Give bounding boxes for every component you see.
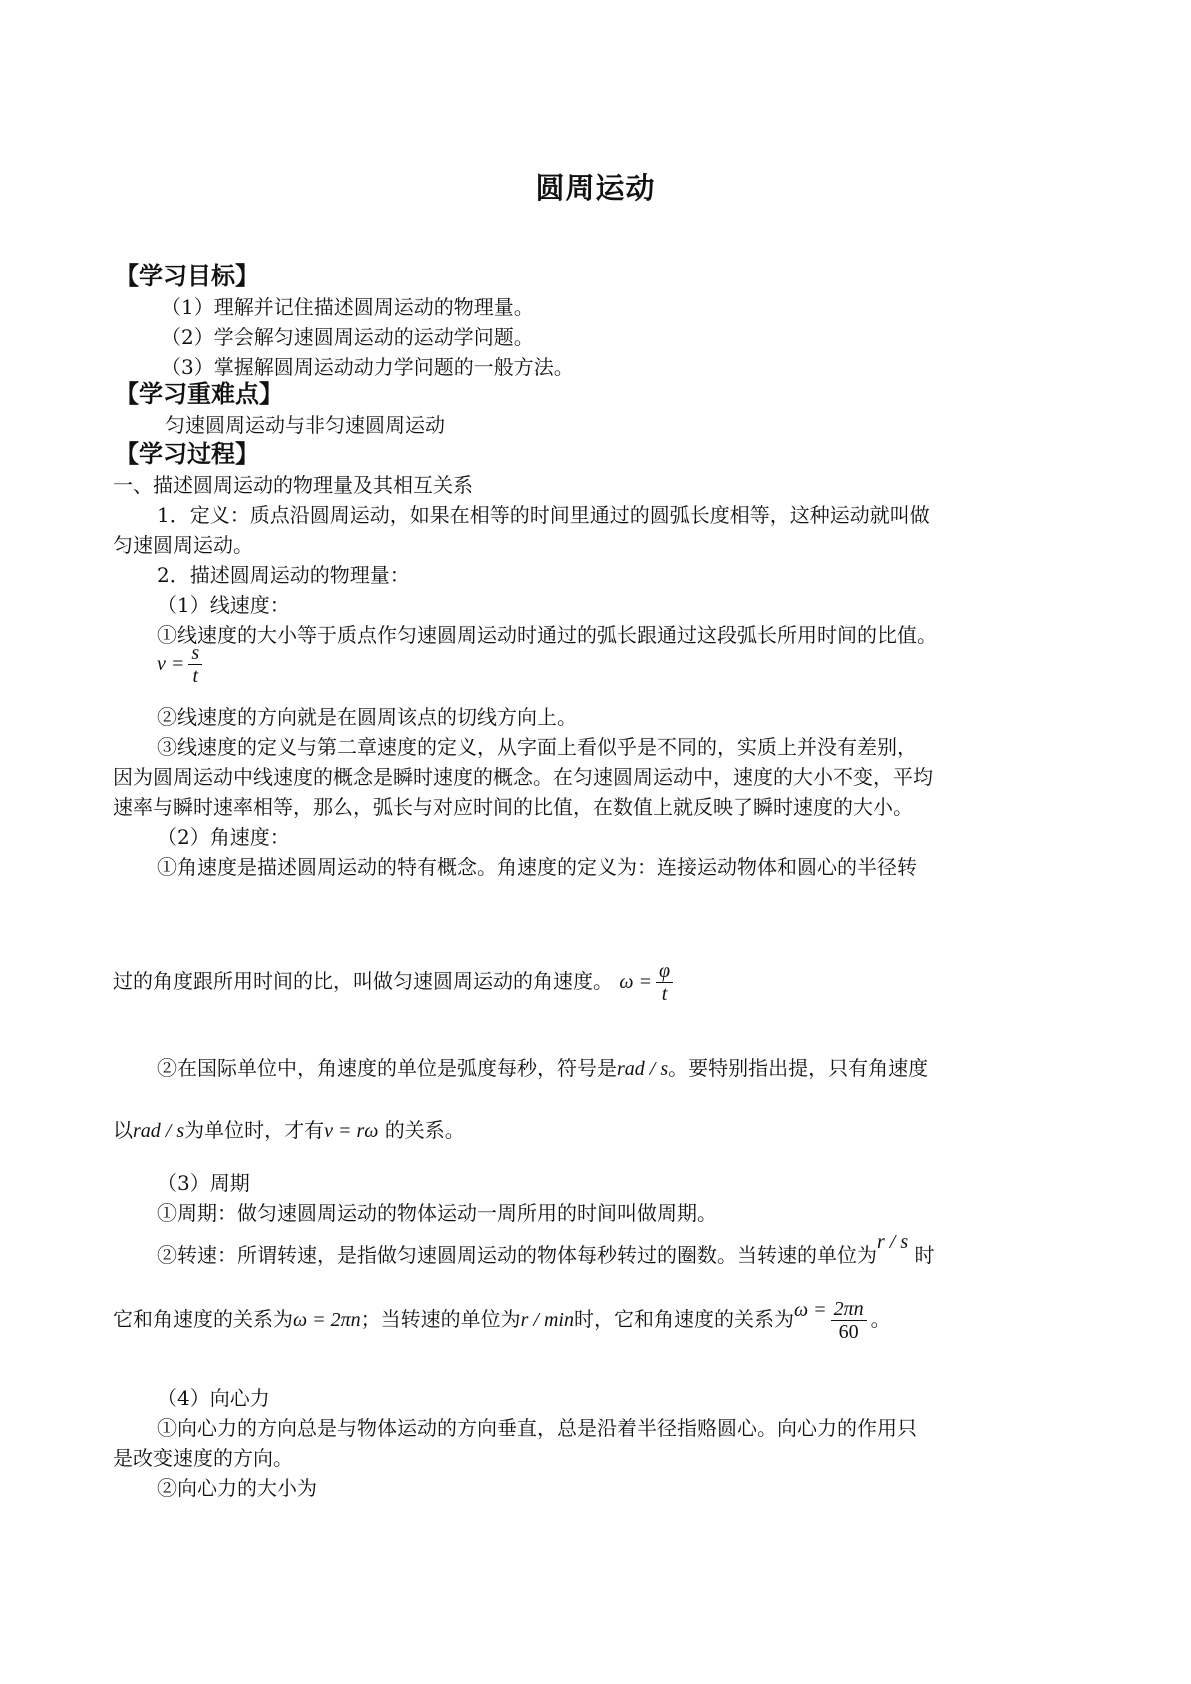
formula-numerator: s [188,642,202,665]
angular-units-line2 [113,1115,1083,1146]
period-p1: ①周期：做匀速圆周运动的物体运动一周所用的时间叫做周期。 [157,1201,717,1225]
goals-heading: 【学习目标】 [115,262,259,290]
formula-denominator: t [192,665,199,687]
period-p3-a: 它和角速度的关系为 [113,1307,293,1331]
key-points-heading: 【学习重难点】 [115,380,283,408]
goals-section [113,260,1083,382]
rad-unit-2: rad / s [133,1120,185,1142]
r-per-s-unit: r / s [877,1231,909,1253]
period-p3-b: ；当转速的单位为 [360,1307,521,1331]
omega-rpm-lhs: ω = [793,1299,827,1321]
definition-line-2: 匀速圆周运动。 [113,533,253,557]
period-p2-b: 时 [914,1243,935,1267]
process-heading: 【学习过程】 [115,440,259,468]
angular-velocity-p1-line2: 过的角度跟所用时间的比，叫做匀速圆周运动的角速度。 [113,969,613,993]
v-r-omega-relation: v = rω [324,1120,379,1142]
rad-unit: rad / s [617,1058,669,1080]
period-p3-c: 时，它和角速度的关系为 [573,1307,794,1331]
linear-velocity-p2: ②线速度的方向就是在圆周该点的切线方向上。 [157,705,577,729]
quantities-title: 2．描述圆周运动的物理量： [157,563,410,587]
rotation-speed-line2 [113,1298,1083,1343]
period-title: （3）周期 [157,1171,250,1195]
centripetal-title: （4）向心力 [157,1386,270,1410]
linear-velocity-rest [113,702,1083,882]
omega-formula-numerator: φ [656,960,673,983]
linear-velocity-formula [157,642,1127,687]
definition-line-1: 1．定义：质点沿圆周运动，如果在相等的时间里通过的圆弧长度相等，这种运动就叫做 [157,503,930,527]
omega-formula-denominator: t [661,983,668,1005]
rotation-speed-line1 [113,1231,1083,1271]
centripetal-section [113,1383,1083,1503]
angular-p2-c: 以 [113,1118,133,1142]
omega-rpm-denominator: 60 [838,1321,859,1343]
linear-velocity-p1: ①线速度的大小等于质点作匀速圆周运动时通过的弧长跟通过这段弧长所用时间的比值。 [157,623,937,647]
angular-units-line1 [113,1053,1083,1084]
angular-velocity-p1-line2-wrap [113,960,1083,1005]
goal-item-2: （2）学会解匀速圆周运动的运动学问题。 [161,325,534,349]
angular-p2-b: 。要特别指出提，只有角速度 [668,1056,929,1080]
period-section [113,1168,1083,1228]
linear-velocity-title: （1）线速度： [157,593,290,617]
part1-title: 一、描述圆周运动的物理量及其相互关系 [113,473,473,497]
key-points-section [113,378,1083,440]
angular-velocity-title: （2）角速度： [157,825,290,849]
angular-p2-a: ②在国际单位中，角速度的单位是弧度每秒，符号是 [157,1056,617,1080]
rotation-speed [113,1231,1083,1271]
centripetal-p1-line1: ①向心力的方向总是与物体运动的方向垂直，总是沿着半径指赂圆心。向心力的作用只 [157,1416,917,1440]
goal-item-1: （1）理解并记住描述圆周运动的物理量。 [161,295,534,319]
angular-p2-d: 为单位时，才有 [184,1118,325,1142]
angular-velocity-p1-line1: ①角速度是描述圆周运动的特有概念。角速度的定义为：连接运动物体和圆心的半径转 [157,855,917,879]
r-per-min-unit: r / min [520,1309,574,1331]
angular-relation [113,1115,1083,1146]
formula-fraction [188,642,202,687]
linear-velocity-p3-line3: 速率与瞬时速率相等，那么，弧长与对应时间的比值，在数值上就反映了瞬时速度的大小。 [113,795,913,819]
rotation-relation [113,1298,1083,1343]
formula-lhs: v = [157,653,185,675]
linear-velocity-p3-line1: ③线速度的定义与第二章速度的定义，从字面上看似乎是不同的，实质上并没有差别， [157,735,917,759]
centripetal-p1-line2: 是改变速度的方向。 [113,1446,293,1470]
goal-item-3: （3）掌握解圆周运动动力学问题的一般方法。 [161,355,574,379]
process-section [113,438,1083,650]
page-title: 圆周运动 [535,171,656,205]
period-p3-d: 。 [870,1307,891,1331]
omega-formula-fraction [656,960,673,1005]
centripetal-p2: ②向心力的大小为 [157,1476,317,1500]
key-points-text: 匀速圆周运动与非匀速圆周运动 [165,413,445,437]
period-p2-a: ②转速：所谓转速，是指做匀速圆周运动的物体每秒转过的圈数。当转速的单位为 [157,1243,877,1267]
omega-formula-lhs: ω = [619,971,652,993]
angular-p2-e: 的关系。 [384,1118,465,1142]
omega-rpm-numerator: 2πn [831,1298,867,1321]
omega-rpm-fraction [831,1298,867,1343]
omega-2pi-n: ω = 2πn [293,1309,361,1331]
angular-units [113,1053,1083,1084]
angular-velocity-definition [113,960,1083,1005]
linear-velocity-p3-line2: 因为圆周运动中线速度的概念是瞬时速度的概念。在匀速圆周运动中，速度的大小不变，平均 [113,765,933,789]
